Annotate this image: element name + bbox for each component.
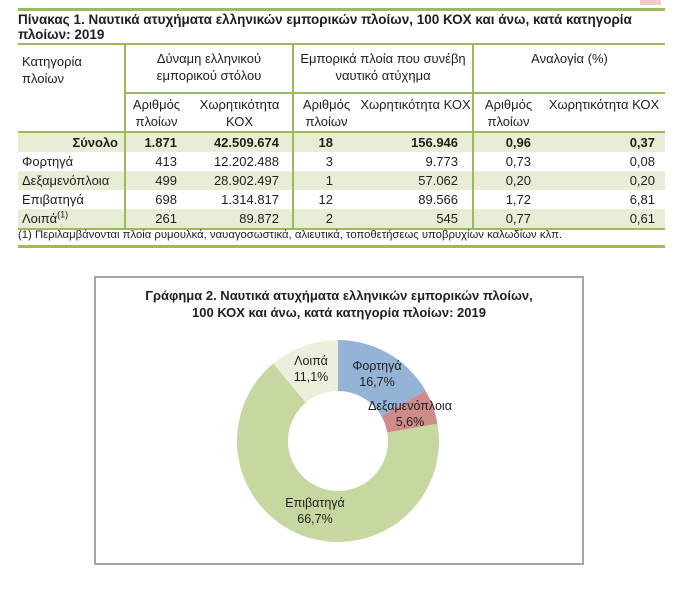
- slice-label-pct: 66,7%: [297, 512, 333, 526]
- table-title-line1: Πίνακας 1. Ναυτικά ατυχήματα ελληνικών εμπορικών πλοίων, 100 ΚΟΧ και άνω, κατά κατηγορία: [18, 12, 632, 27]
- slice-label-pct: 11,1%: [293, 370, 329, 384]
- value-cell: 28.902.497: [213, 173, 280, 188]
- slice-label-3: [294, 353, 329, 385]
- chart-title-line2: 100 ΚΟΧ και άνω, κατά κατηγορία πλοίων: 2019: [192, 305, 486, 320]
- table-row: [18, 171, 665, 190]
- slice-label-2: [285, 495, 345, 527]
- value-cell: 0,61: [629, 211, 656, 226]
- value-cell: 499: [125, 171, 187, 190]
- top-rule: [18, 8, 665, 11]
- subheader-fleet-tonnage: Χωρητικότητα ΚΟΧ: [187, 93, 293, 132]
- slice-label-0: [352, 358, 401, 390]
- value-cell: 1,72: [473, 190, 543, 209]
- subheader-ratio-tonnage: Χωρητικότητα ΚΟΧ: [543, 93, 665, 132]
- table-row: [18, 190, 665, 209]
- value-cell: 156.946: [411, 135, 459, 150]
- table-row: [18, 209, 665, 229]
- table-title-line2: πλοίων: 2019: [18, 27, 105, 42]
- slice-label-pct: 16,7%: [359, 375, 395, 389]
- subheader-ratio-ships: Αριθμός πλοίων: [473, 93, 543, 132]
- value-cell: 18: [293, 132, 359, 152]
- value-cell: 1: [293, 171, 359, 190]
- value-cell: 0,37: [629, 135, 656, 150]
- value-cell: 89.872: [239, 211, 280, 226]
- value-cell: 42.509.674: [213, 135, 280, 150]
- subheader-fleet-ships: Αριθμός πλοίων: [125, 93, 187, 132]
- value-cell: 89.566: [418, 192, 459, 207]
- footnote-marker: (1): [57, 209, 69, 220]
- value-cell: 1.871: [125, 132, 187, 152]
- group-header-fleet: Δύναμη ελληνικού εμπορικού στόλου: [125, 44, 293, 93]
- chart-title-line1: Γράφημα 2. Ναυτικά ατυχήματα ελληνικών εμπορικών πλοίων,: [145, 288, 533, 303]
- value-cell: 0,08: [629, 154, 656, 169]
- value-cell: 0,20: [473, 171, 543, 190]
- table-title: [18, 12, 665, 42]
- slice-label-name: Δεξαμενόπλοια: [368, 399, 452, 413]
- value-cell: 1.314.817: [221, 192, 280, 207]
- value-cell: 3: [293, 152, 359, 171]
- chart-title: [96, 287, 582, 321]
- bottom-rule: [18, 245, 665, 248]
- subheader-accident-ships: Αριθμός πλοίων: [293, 93, 359, 132]
- value-cell: 545: [436, 211, 459, 226]
- category-cell: Επιβατηγά: [22, 192, 84, 207]
- subheader-accident-tonnage: Χωρητικότητα ΚΟΧ: [359, 93, 473, 132]
- column-header-category: Κατηγορία πλοίων: [18, 44, 125, 132]
- page-edge-artifact: [640, 0, 661, 5]
- group-header-accident-ships: Εμπορικά πλοία που συνέβη ναυτικό ατύχημα: [293, 44, 473, 93]
- table-body: [18, 132, 665, 229]
- group-header-row: [18, 44, 665, 93]
- value-cell: 2: [293, 209, 359, 229]
- value-cell: 6,81: [629, 192, 656, 207]
- value-cell: 12.202.488: [213, 154, 280, 169]
- value-cell: 9.773: [425, 154, 459, 169]
- table-footnote: (1) Περιλαμβάνονται πλοία ρυμουλκά, ναυαγοσωστικά, αλιευτικά, τοποθετήσεως υποβρυχίων καλωδίων κλπ.: [18, 229, 563, 241]
- slice-label-name: Φορτηγά: [352, 359, 402, 373]
- category-cell: Δεξαμενόπλοια: [22, 173, 110, 188]
- slice-label-pct: 5,6%: [395, 415, 425, 429]
- chart-box: [94, 276, 584, 565]
- category-cell: Σύνολο: [72, 135, 118, 150]
- value-cell: 0,20: [629, 173, 656, 188]
- value-cell: 12: [293, 190, 359, 209]
- value-cell: 413: [125, 152, 187, 171]
- group-header-ratio: Αναλογία (%): [473, 44, 665, 93]
- value-cell: 0,77: [473, 209, 543, 229]
- value-cell: 57.062: [418, 173, 459, 188]
- table-row: [18, 152, 665, 171]
- value-cell: 261: [125, 209, 187, 229]
- slice-label-name: Επιβατηγά: [285, 496, 345, 510]
- value-cell: 0,96: [473, 132, 543, 152]
- category-cell: Φορτηγά: [22, 154, 74, 169]
- slice-label-name: Λοιπά: [294, 354, 328, 368]
- accidents-table: [18, 43, 665, 230]
- category-cell: Λοιπά$^{(1)}$: [22, 209, 69, 226]
- value-cell: 0,73: [473, 152, 543, 171]
- table-row: [18, 132, 665, 152]
- slice-label-1: [368, 398, 452, 430]
- value-cell: 698: [125, 190, 187, 209]
